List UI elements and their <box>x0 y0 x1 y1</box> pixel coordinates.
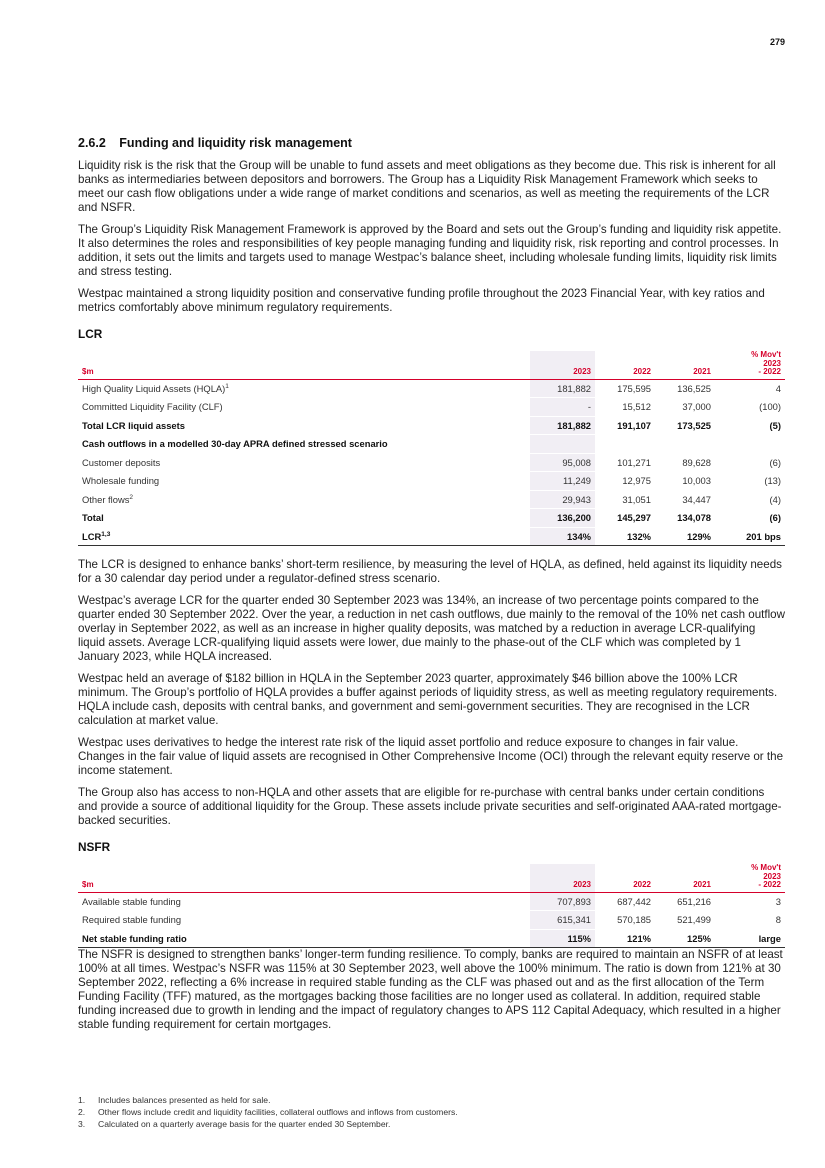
cell-2022: 31,051 <box>595 490 655 509</box>
column-header-movement: % Mov't 2023 - 2022 <box>715 351 785 379</box>
section-heading <box>78 136 785 150</box>
row-label: Total <box>78 509 530 528</box>
row-label: Wholesale funding <box>78 472 530 491</box>
intro-paragraph: Westpac maintained a strong liquidity position and conservative funding profile throughout the 2023 Financial Year, with key ratios and metrics comfortably above minimum regulatory requirements. <box>78 287 765 314</box>
cell-2021 <box>655 435 715 454</box>
lcr-paragraph: The Group also has access to non-HQLA and other assets that are eligible for re-purchase with central banks under certain conditions and provide a source of additional liquidity for the Group. These assets include private securities and self-originated AAA-rated mortgage-backed securities. <box>78 786 782 827</box>
page-number: 279 <box>769 37 785 47</box>
row-label: Available stable funding <box>78 892 530 911</box>
lcr-heading: LCR <box>78 327 103 341</box>
column-header-unit: $m <box>78 864 530 892</box>
cell-movement: large <box>715 929 785 948</box>
table-row <box>78 472 785 491</box>
row-label: Cash outflows in a modelled 30-day APRA defined stressed scenario <box>78 435 530 454</box>
footnote-number: 3. <box>78 1119 86 1129</box>
cell-2022: 15,512 <box>595 398 655 417</box>
table-row-lcr <box>78 527 785 546</box>
table-header-row <box>78 864 785 892</box>
cell-movement: 8 <box>715 911 785 930</box>
footnote-number: 2. <box>78 1107 86 1117</box>
cell-2022: 12,975 <box>595 472 655 491</box>
row-label: Required stable funding <box>78 911 530 930</box>
lcr-paragraph: The LCR is designed to enhance banks’ short-term resilience, by measuring the level of HQLA, as defined, held against its liquidity needs for a 30 calendar day period under a regulator-defined stress scenario. <box>78 558 782 585</box>
cell-2023: 115% <box>530 929 595 948</box>
table-row <box>78 379 785 398</box>
row-label: LCR$^{1,3}$ <box>78 527 530 546</box>
intro-paragraph: The Group’s Liquidity Risk Management Framework is approved by the Board and sets out the Group’s funding and liquidity risk appetite. It also determines the roles and responsibilities of key people managing funding and liquidity risk, risk reporting and control processes. In addition, it sets out the limits and targets used to manage Westpac’s balance sheet, including wholesale funding limits, liquidity risk limits and stress testing. <box>78 223 782 278</box>
cell-movement: (4) <box>715 490 785 509</box>
footnote-number: 1. <box>78 1095 86 1105</box>
cell-2021: 129% <box>655 527 715 546</box>
cell-2023: 707,893 <box>530 892 595 911</box>
cell-movement: 3 <box>715 892 785 911</box>
cell-2022: 191,107 <box>595 416 655 435</box>
lcr-paragraph: Westpac uses derivatives to hedge the interest rate risk of the liquid asset portfolio and reduce exposure to changes in fair value. Changes in the fair value of liquid assets are recognised in Other Comprehensive Income (OCI) through the relevant equity reserve or the income statement. <box>78 736 784 777</box>
table-row <box>78 892 785 911</box>
cell-2021: 134,078 <box>655 509 715 528</box>
cell-2022: 687,442 <box>595 892 655 911</box>
table-row <box>78 490 785 509</box>
lcr-paragraph: Westpac held an average of $182 billion in HQLA in the September 2023 quarter, approximately $46 billion above the 100% LCR minimum. The Group’s portfolio of HQLA provides a buffer against periods of liquidity stress, as well as meeting regulatory requirements. HQLA include cash, deposits with central banks, and government and semi-government securities. They are recognised in the LCR calculation at market value. <box>78 672 778 727</box>
cell-2023: 95,008 <box>530 453 595 472</box>
cell-2022: 132% <box>595 527 655 546</box>
cell-movement: (5) <box>715 416 785 435</box>
lcr-paragraph: Westpac’s average LCR for the quarter ended 30 September 2023 was 134%, an increase of two percentage points compared to the quarter ended 30 September 2022. Over the year, a reduction in net cash outflows, due mainly to the removal of the 10% net cash outflow overlay in September 2022, as well as an increase in higher quality deposits, was matched by a reduction in average LCR-qualifying liquid assets. Average LCR-qualifying liquid assets were lower, due mainly to the phase-out of the CLF which was completed by 1 January 2023, while HQLA increased. <box>78 594 785 663</box>
column-header-2022: 2022 <box>595 864 655 892</box>
table-row <box>78 453 785 472</box>
table-section-row <box>78 435 785 454</box>
row-label: Net stable funding ratio <box>78 929 530 948</box>
column-header-2021: 2021 <box>655 351 715 379</box>
column-header-movement: % Mov't 2023 - 2022 <box>715 864 785 892</box>
cell-movement: (100) <box>715 398 785 417</box>
cell-2021: 37,000 <box>655 398 715 417</box>
cell-2022: 570,185 <box>595 911 655 930</box>
cell-movement: (13) <box>715 472 785 491</box>
cell-2021: 89,628 <box>655 453 715 472</box>
cell-movement: 201 bps <box>715 527 785 546</box>
table-row-nsfr <box>78 929 785 948</box>
row-label: Committed Liquidity Facility (CLF) <box>78 398 530 417</box>
footnote-text: Includes balances presented as held for sale. <box>98 1095 271 1105</box>
cell-2023: 11,249 <box>530 472 595 491</box>
cell-2023: 181,882 <box>530 379 595 398</box>
column-header-2022: 2022 <box>595 351 655 379</box>
section-title: Funding and liquidity risk management <box>119 136 352 150</box>
footnote <box>78 1106 785 1118</box>
table-row-total <box>78 509 785 528</box>
cell-movement: 4 <box>715 379 785 398</box>
cell-movement: (6) <box>715 453 785 472</box>
footnotes <box>78 1094 785 1130</box>
cell-movement: (6) <box>715 509 785 528</box>
nsfr-table <box>78 864 785 948</box>
column-header-2023: 2023 <box>530 351 595 379</box>
footnote-text: Other flows include credit and liquidity facilities, collateral outflows and inflows from customers. <box>98 1107 458 1117</box>
row-label: Other flows$^2$ <box>78 490 530 509</box>
cell-2022: 101,271 <box>595 453 655 472</box>
cell-2023: 615,341 <box>530 911 595 930</box>
column-header-2021: 2021 <box>655 864 715 892</box>
nsfr-paragraph: The NSFR is designed to strengthen banks’ longer-term funding resilience. To comply, banks are required to maintain an NSFR of at least 100% at all times. Westpac’s NSFR was 115% at 30 September 2023, well above the 100% minimum. The ratio is down from 121% at 30 September 2022, reflecting a 6% increase in required stable funding as the CLF was phased out and as the first allocation of the Term Funding Facility (TFF) matured, as the mortgages backing those facilities are no longer used as collateral. In addition, required stable funding increased due to growth in lending and the impact of regulatory changes to APS 112 Capital Adequacy, which resulted in a higher stable funding requirement for certain mortgages. <box>78 948 783 1031</box>
table-row-total-liquid-assets <box>78 416 785 435</box>
cell-2023: - <box>530 398 595 417</box>
cell-2021: 521,499 <box>655 911 715 930</box>
cell-2021: 136,525 <box>655 379 715 398</box>
page-content <box>78 136 785 1040</box>
cell-2022: 145,297 <box>595 509 655 528</box>
column-header-unit: $m <box>78 351 530 379</box>
row-label: Total LCR liquid assets <box>78 416 530 435</box>
table-header-row <box>78 351 785 379</box>
cell-2021: 10,003 <box>655 472 715 491</box>
table-row <box>78 398 785 417</box>
cell-2023: 134% <box>530 527 595 546</box>
row-label: Customer deposits <box>78 453 530 472</box>
footnote-text: Calculated on a quarterly average basis for the quarter ended 30 September. <box>98 1119 391 1129</box>
cell-2022: 121% <box>595 929 655 948</box>
footnote <box>78 1118 785 1130</box>
cell-2021: 125% <box>655 929 715 948</box>
cell-2023 <box>530 435 595 454</box>
section-number: 2.6.2 <box>78 136 106 150</box>
row-label: High Quality Liquid Assets (HQLA)$^1$ <box>78 379 530 398</box>
lcr-table <box>78 351 785 546</box>
cell-2021: 173,525 <box>655 416 715 435</box>
cell-2023: 136,200 <box>530 509 595 528</box>
column-header-2023: 2023 <box>530 864 595 892</box>
cell-movement <box>715 435 785 454</box>
table-row <box>78 911 785 930</box>
cell-2023: 29,943 <box>530 490 595 509</box>
intro-paragraph: Liquidity risk is the risk that the Group will be unable to fund assets and meet obligations as they become due. This risk is inherent for all banks as intermediaries between depositors and borrowers. The Group has a Liquidity Risk Management Framework which seeks to meet our cash flow obligations under a wide range of market conditions and scenarios, as well as meeting the requirements of the LCR and NSFR. <box>78 159 776 214</box>
cell-2023: 181,882 <box>530 416 595 435</box>
cell-2022 <box>595 435 655 454</box>
cell-2021: 651,216 <box>655 892 715 911</box>
cell-2021: 34,447 <box>655 490 715 509</box>
nsfr-heading: NSFR <box>78 840 111 854</box>
footnote <box>78 1094 785 1106</box>
cell-2022: 175,595 <box>595 379 655 398</box>
